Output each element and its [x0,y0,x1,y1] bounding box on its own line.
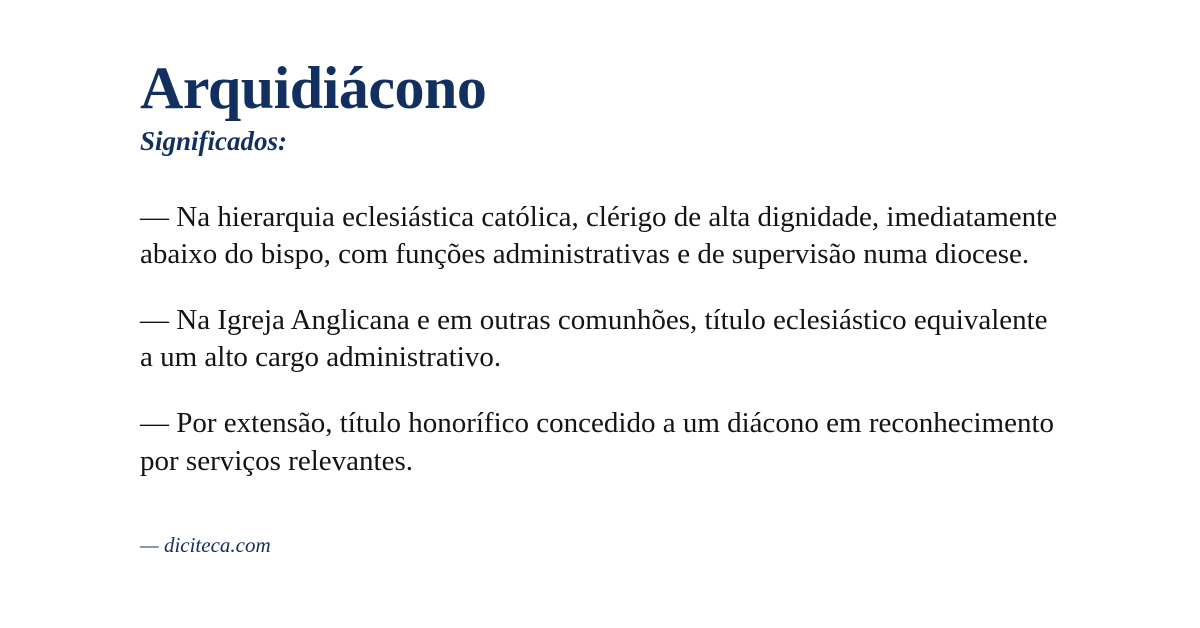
definition-text: Na Igreja Anglicana e em outras comunhões, título eclesiástico equivalente a um alto cargo administrativo. [140,304,1048,374]
source-label: diciteca.com [163,533,271,557]
definition-dash: — [140,407,177,440]
list-item [140,199,1060,273]
list-item [140,302,1060,376]
source-attribution [140,533,271,558]
source-dash: — [140,533,164,557]
list-item [140,405,1060,479]
definition-dash: — [140,304,177,337]
definition-text: Por extensão, título honorífico concedido a um diácono em reconhecimento por serviços relevantes. [140,407,1055,477]
definition-text: Na hierarquia eclesiástica católica, clérigo de alta dignidade, imediatamente abaixo do bispo, com funções administrativas e de supervisão numa diocese. [140,201,1058,271]
definitions-list [140,199,1060,480]
definition-dash: — [140,201,177,233]
page-title: Arquidiácono [140,55,487,121]
subtitle-significados: Significados: [140,126,288,156]
